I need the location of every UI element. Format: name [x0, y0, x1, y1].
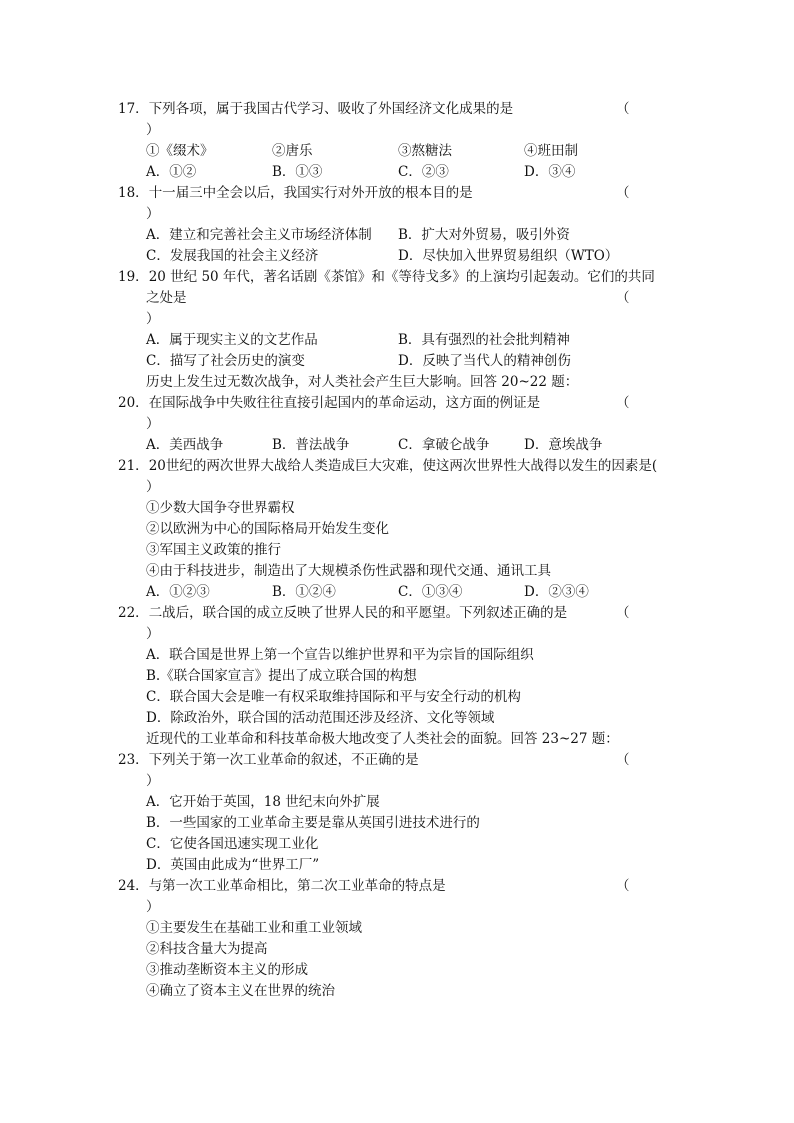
- section-intro-23-27: 近现代的工业革命和科技革命极大地改变了人类社会的面貌。回答 23~27 题：: [146, 731, 619, 747]
- question-21-option-d: D．②③④: [524, 584, 589, 600]
- question-19-option-d: D．反映了当代人的精神创伤: [398, 353, 571, 369]
- question-22-option-b: B.《联合国家宣言》提出了成立联合国的构想: [146, 668, 417, 684]
- question-24-paren-close: ）: [146, 899, 160, 915]
- question-23-option-b: B．一些国家的工业革命主要是靠从英国引进技术进行的: [146, 815, 480, 831]
- question-24-item-2: ②科技含量大为提高: [146, 941, 268, 957]
- question-17-option-b: B．①③: [272, 164, 323, 180]
- question-17-paren-open: （: [616, 101, 630, 117]
- question-24-item-1: ①主要发生在基础工业和重工业领域: [146, 920, 362, 936]
- question-22-paren-close: ）: [146, 626, 160, 642]
- question-19-paren-open: （: [616, 290, 630, 306]
- question-22-paren-open: （: [616, 605, 630, 621]
- question-17-stem: 17．下列各项，属于我国古代学习、吸收了外国经济文化成果的是: [118, 101, 514, 117]
- question-20-option-d: D．意埃战争: [524, 437, 603, 453]
- question-17-item-2: ②唐乐: [272, 143, 313, 159]
- question-23-stem: 23．下列关于第一次工业革命的叙述，不正确的是: [118, 752, 419, 768]
- question-23-paren-close: ）: [146, 773, 160, 789]
- question-21-item-4: ④由于科技进步，制造出了大规模杀伤性武器和现代交通、通讯工具: [146, 563, 551, 579]
- question-24-item-3: ③推动垄断资本主义的形成: [146, 962, 308, 978]
- question-20-option-b: B．普法战争: [272, 437, 350, 453]
- question-19-stem: 19．20 世纪 50 年代，著名话剧《茶馆》和《等待戈多》的上演均引起轰动。它们的共同: [118, 269, 655, 285]
- question-18-option-b: B．扩大对外贸易，吸引外资: [398, 227, 570, 243]
- question-24-stem: 24．与第一次工业革命相比，第二次工业革命的特点是: [118, 878, 446, 894]
- question-19-stem-continued: 之处是: [146, 290, 187, 306]
- question-18-paren-open: （: [616, 185, 630, 201]
- question-17-option-c: C．②③: [398, 164, 449, 180]
- section-intro-20-22: 历史上发生过无数次战争，对人类社会产生巨大影响。回答 20~22 题：: [146, 374, 579, 390]
- question-20-option-c: C．拿破仑战争: [398, 437, 490, 453]
- question-23-option-a: A．它开始于英国，18 世纪末向外扩展: [146, 794, 380, 810]
- question-20-paren-close: ）: [146, 416, 160, 432]
- question-19-paren-close: ）: [146, 311, 160, 327]
- question-24-item-4: ④确立了资本主义在世界的统治: [146, 983, 335, 999]
- question-22-option-a: A．联合国是世界上第一个宣告以维护世界和平为宗旨的国际组织: [146, 647, 534, 663]
- question-17-item-1: ①《缀术》: [146, 143, 214, 159]
- question-20-stem: 20．在国际战争中失败往往直接引起国内的革命运动，这方面的例证是: [118, 395, 541, 411]
- question-21-option-c: C．①③④: [398, 584, 463, 600]
- question-17-item-3: ③熬糖法: [398, 143, 452, 159]
- question-21-option-a: A．①②③: [146, 584, 210, 600]
- question-19-option-b: B．具有强烈的社会批判精神: [398, 332, 570, 348]
- question-23-paren-open: （: [616, 752, 630, 768]
- question-21-stem: 21．20世纪的两次世界大战给人类造成巨大灾难，使这两次世界性大战得以发生的因素是(: [118, 458, 658, 474]
- question-21-item-1: ①少数大国争夺世界霸权: [146, 500, 295, 516]
- question-17-option-d: D．③④: [524, 164, 576, 180]
- question-17-option-a: A．①②: [146, 164, 197, 180]
- question-18-option-a: A．建立和完善社会主义市场经济体制: [146, 227, 372, 243]
- question-18-option-d: D．尽快加入世界贸易组织（WTO）: [398, 248, 619, 264]
- question-22-stem: 22．二战后，联合国的成立反映了世界人民的和平愿望。下列叙述正确的是: [118, 605, 568, 621]
- question-21-item-2: ②以欧洲为中心的国际格局开始发生变化: [146, 521, 389, 537]
- question-19-option-a: A．属于现实主义的文艺作品: [146, 332, 318, 348]
- question-20-paren-open: （: [616, 395, 630, 411]
- question-20-option-a: A．美西战争: [146, 437, 224, 453]
- question-18-option-c: C．发展我国的社会主义经济: [146, 248, 319, 264]
- question-21-option-b: B．①②④: [272, 584, 336, 600]
- question-23-option-c: C．它使各国迅速实现工业化: [146, 836, 319, 852]
- question-17-paren-close: ）: [146, 122, 160, 138]
- question-17-item-4: ④班田制: [524, 143, 578, 159]
- question-22-option-c: C．联合国大会是唯一有权采取维持国际和平与安全行动的机构: [146, 689, 521, 705]
- question-21-paren-close: ）: [146, 479, 160, 495]
- question-21-item-3: ③军国主义政策的推行: [146, 542, 281, 558]
- question-18-paren-close: ）: [146, 206, 160, 222]
- question-18-stem: 18．十一届三中全会以后，我国实行对外开放的根本目的是: [118, 185, 473, 201]
- question-19-option-c: C．描写了社会历史的演变: [146, 353, 305, 369]
- question-24-paren-open: （: [616, 878, 630, 894]
- question-22-option-d: D．除政治外，联合国的活动范围还涉及经济、文化等领域: [146, 710, 495, 726]
- question-23-option-d: D．英国由此成为“世界工厂”: [146, 857, 320, 873]
